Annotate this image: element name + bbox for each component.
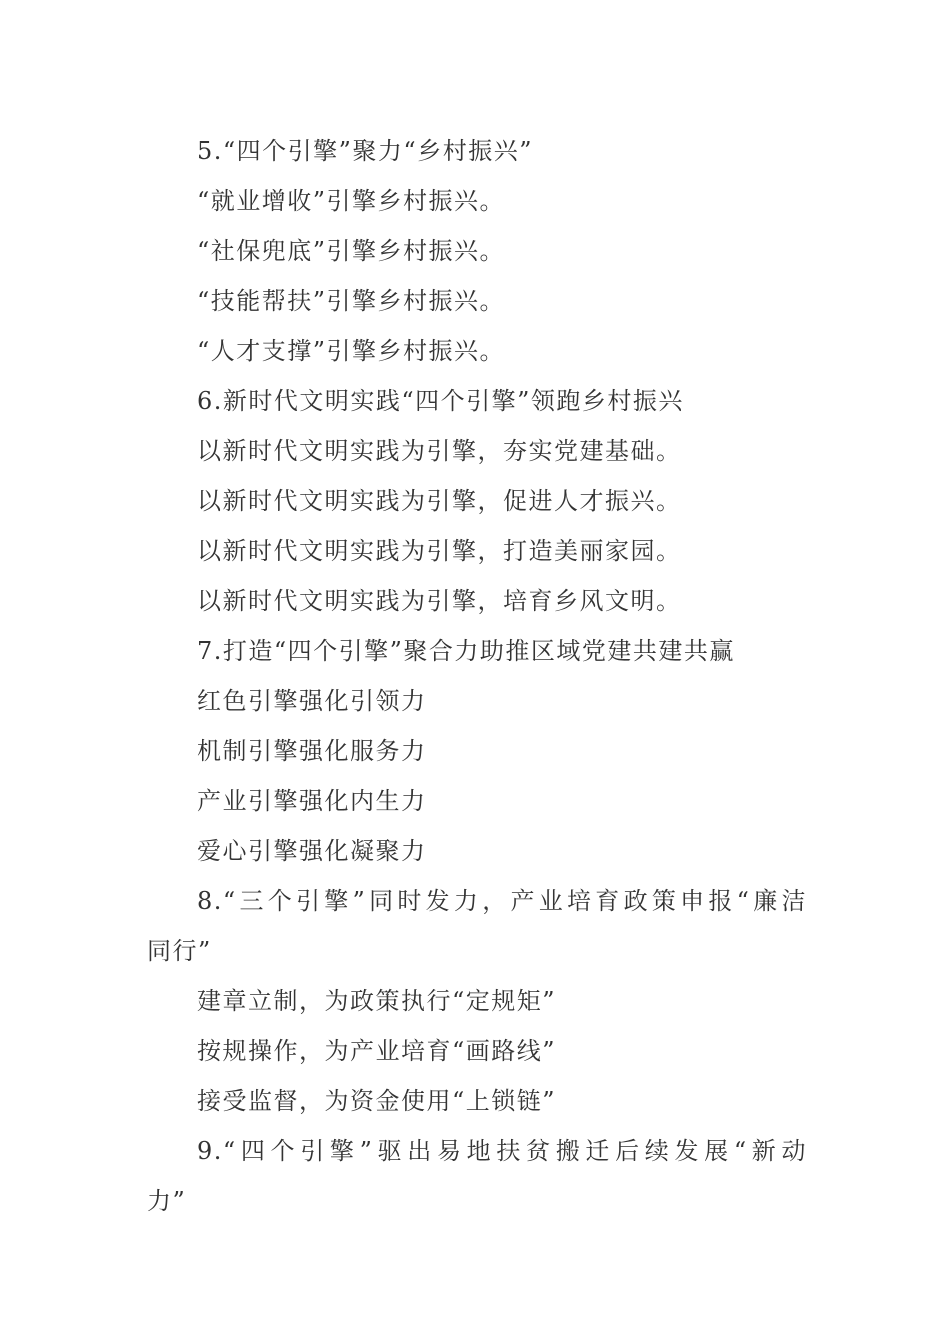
heading-9-line-2: 力” [147,1187,187,1215]
list-item: 建章立制，为政策执行“定规矩” [197,987,557,1015]
list-item: “社保兜底”引擎乡村振兴。 [197,237,506,265]
list-item: 按规操作，为产业培育“画路线” [197,1037,557,1065]
list-item: 产业引擎强化内生力 [197,787,427,815]
heading-9-line-1: 9.“四个引擎”驱出易地扶贫搬迁后续发展“新动 [197,1137,807,1165]
list-item: “人才支撑”引擎乡村振兴。 [197,337,506,365]
heading-8-line-2: 同行” [147,937,212,965]
list-item: “就业增收”引擎乡村振兴。 [197,187,506,215]
list-item: 爱心引擎强化凝聚力 [197,837,427,865]
heading-6: 6.新时代文明实践“四个引擎”领跑乡村振兴 [197,387,684,415]
list-item: 红色引擎强化引领力 [197,687,427,715]
heading-5: 5.“四个引擎”聚力“乡村振兴” [197,137,533,165]
list-item: 以新时代文明实践为引擎，夯实党建基础。 [197,437,682,465]
document-body [147,126,807,1226]
list-item: “技能帮扶”引擎乡村振兴。 [197,287,506,315]
list-item: 机制引擎强化服务力 [197,737,427,765]
list-item: 以新时代文明实践为引擎，促进人才振兴。 [197,487,682,515]
list-item: 接受监督，为资金使用“上锁链” [197,1087,557,1115]
heading-7: 7.打造“四个引擎”聚合力助推区域党建共建共赢 [197,637,735,665]
heading-8-line-1: 8.“三个引擎”同时发力，产业培育政策申报“廉洁 [197,887,807,915]
list-item: 以新时代文明实践为引擎，培育乡风文明。 [197,587,682,615]
list-item: 以新时代文明实践为引擎，打造美丽家园。 [197,537,682,565]
